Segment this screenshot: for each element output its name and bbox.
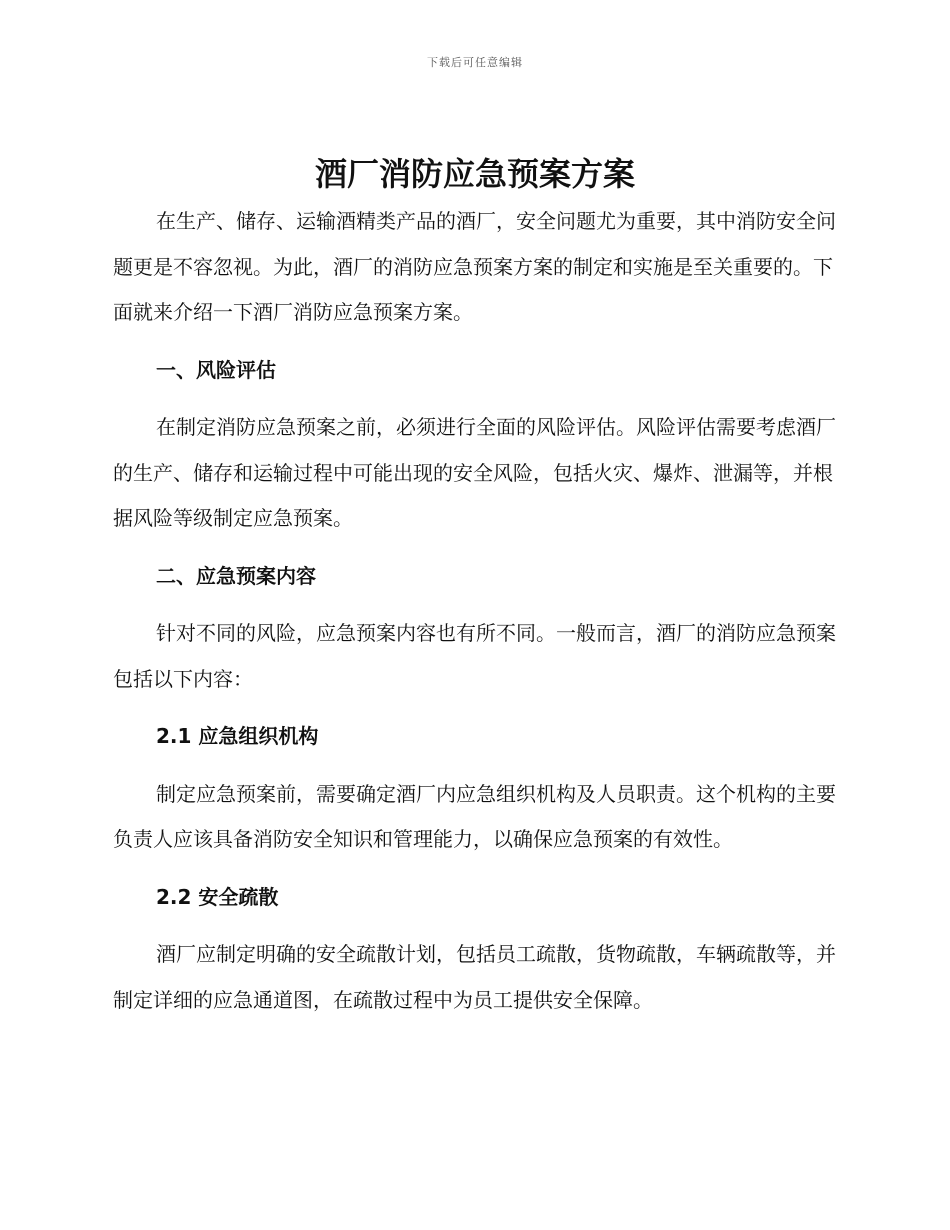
section-paragraph-emergency-organization: 制定应急预案前，需要确定酒厂内应急组织机构及人员职责。这个机构的主要负责人应该具备消防安全知识和管理能力，以确保应急预案的有效性。 bbox=[113, 781, 836, 851]
section-paragraph-safe-evacuation: 酒厂应制定明确的安全疏散计划，包括员工疏散，货物疏散，车辆疏散等，并制定详细的应急通道图，在疏散过程中为员工提供安全保障。 bbox=[113, 942, 836, 1012]
document-title: 酒厂消防应急预案方案 bbox=[314, 155, 635, 193]
section-paragraph-plan-content: 针对不同的风险，应急预案内容也有所不同。一般而言，酒厂的消防应急预案包括以下内容： bbox=[113, 621, 836, 691]
intro-paragraph: 在生产、储存、运输酒精类产品的酒厂，安全问题尤为重要，其中消防安全问题更是不容忽视。为此，酒厂的消防应急预案方案的制定和实施是至关重要的。下面就来介绍一下酒厂消防应急预案方案。 bbox=[113, 209, 836, 324]
document-body bbox=[113, 199, 837, 1035]
section-heading-safe-evacuation: 2.2 安全疏散 bbox=[156, 884, 279, 909]
section-heading-risk-assessment: 一、风险评估 bbox=[156, 357, 276, 382]
section-heading-emergency-organization: 2.1 应急组织机构 bbox=[156, 724, 319, 748]
page-header-note: 下载后可任意编辑 bbox=[427, 56, 523, 69]
section-paragraph-risk-assessment: 在制定消防应急预案之前，必须进行全面的风险评估。风险评估需要考虑酒厂的生产、储存和运输过程中可能出现的安全风险，包括火灾、爆炸、泄漏等，并根据风险等级制定应急预案。 bbox=[113, 415, 836, 530]
section-heading-plan-content: 二、应急预案内容 bbox=[156, 563, 316, 588]
